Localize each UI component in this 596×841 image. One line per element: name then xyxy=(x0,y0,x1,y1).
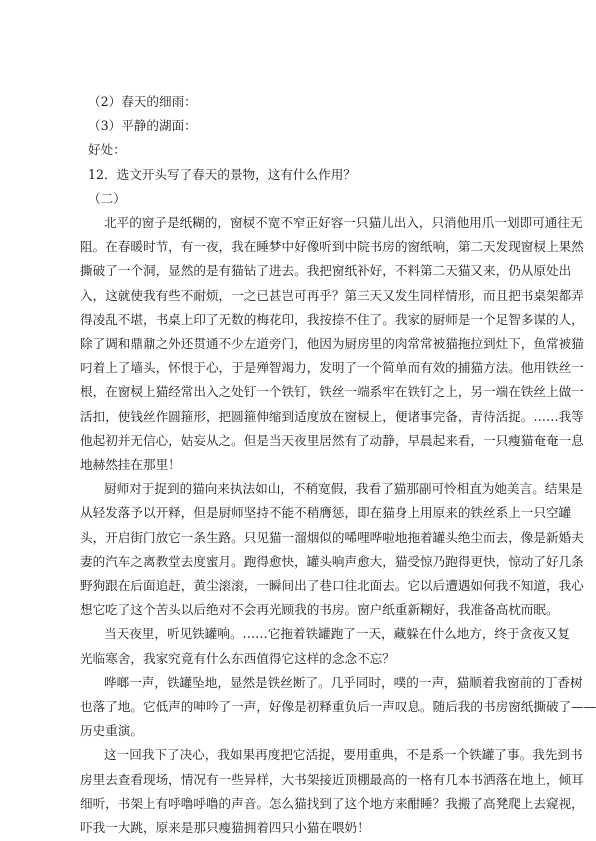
text-line: 也落了地。它低声的呻吟了一声，好像是初释重负后一声叹息。随后我的书房窗纸撕破了—— xyxy=(80,699,596,715)
text-line: 他起初并无信心，姑妄从之。但是当天夜里居然有了动静，早晨起来看，一只瘦猫奄奄一息 xyxy=(80,432,584,448)
text-line: 叼着上了墙头，怀恨于心，于是殚智竭力，发明了一个简单而有效的捕猫方法。他用铁丝一 xyxy=(80,360,584,376)
text-line: 除了调和鼎鼐之外还贯通不少左道旁门，他因为厨房里的肉常常被猫拖拉到灶下，鱼常被猫 xyxy=(80,336,584,352)
text-line: 这一回我下了决心，我如果再度把它活捉，要用重典，不是系一个铁罐了事。我先到书 xyxy=(104,747,583,763)
text-line: 得凌乱不堪，书桌上印了无数的梅花印，我按捺不住了。我家的厨师是一个足智多谋的人， xyxy=(80,311,584,327)
text-line: 吓我一大跳，原来是那只瘦猫拥着四只小猫在喂奶！ xyxy=(80,820,370,836)
text-line: 细听，书架上有呼噜呼噜的声音。怎么猫找到了这个地方来酣睡？我搬了高凳爬上去窥视， xyxy=(80,795,584,811)
text-line: 光临寒舍，我家究竟有什么东西值得它这样的念念不忘？ xyxy=(80,650,395,666)
text-line: 哗啷一声，铁罐坠地，显然是铁丝断了。几乎同时，噗的一声，猫顺着我窗前的丁香树 xyxy=(104,674,583,690)
text-line: 12．选文开头写了春天的景物，这有什么作用？ xyxy=(88,166,356,182)
text-line: 入，这就使我有些不耐烦，一之已甚岂可再乎？第三天又发生同样情形，而且把书桌架都弄 xyxy=(80,287,584,303)
text-line: 根，在窗棂上猫经常出入之处钉一个铁钉，铁丝一端系牢在铁钉之上，另一端在铁丝上做一 xyxy=(80,384,584,400)
text-line: 厨师对于捉到的猫向来执法如山，不稍宽假，我看了猫那副可怜相直为她美言。结果是 xyxy=(104,481,583,497)
text-line: 撕破了一个洞，显然的是有猫钻了进去。我把窗纸补好，不料第二天猫又来，仍从原处出 xyxy=(80,263,572,279)
text-line: 地赫然挂在那里！ xyxy=(80,457,181,473)
text-line: （二） xyxy=(88,190,126,206)
text-line: 当天夜里，听见铁罐响。……它拖着铁罐跑了一天，藏躲在什么地方，终于贪夜又复 xyxy=(104,626,570,642)
text-line: 阻。在春暖时节，有一夜，我在睡梦中好像听到中院书房的窗纸响，第二天发现窗棂上果然 xyxy=(80,239,584,255)
text-line: 从轻发落予以开释，但是厨师坚持不能不稍膺惩，即在猫身上用原来的铁丝系上一只空罐 xyxy=(80,505,572,521)
text-line: 妻的汽车之离教堂去度蜜月。跑得愈快，罐头响声愈大，猫受惊乃跑得更快，惊动了好几条 xyxy=(80,553,584,569)
text-line: 头，开启街门放它一条生路。只见猫一溜烟似的唏哩哗啦地拖着罐头绝尘而去，像是新婚夫 xyxy=(80,529,584,545)
text-line: 房里去查看现场，情况有一些异样，大书架接近顶棚最高的一格有几本书洒落在地上，倾耳 xyxy=(80,771,584,787)
text-line: 北平的窗子是纸糊的，窗棂不宽不窄正好容一只猫儿出入，只消他用爪一划即可通往无 xyxy=(104,215,583,231)
text-line: （2）春天的细雨： xyxy=(88,94,197,109)
text-line: 活扣，使钱丝作圆箍形，把圆箍伸缩到适度放在窗棂上，便诸事完备，青待活捉。……我等 xyxy=(80,408,584,424)
text-line: （3）平静的湖面： xyxy=(88,118,197,134)
text-line: 历史重演。 xyxy=(80,723,143,739)
text-line: 想它吃了这个苦头以后绝对不会再光顾我的书房。窗户纸重新糊好，我准备高枕而眠。 xyxy=(80,602,559,618)
text-line: 野狗跟在后面追赶，黄尘滚滚，一瞬间出了巷口往北面去。它以后遭遇如何我不知道，我心 xyxy=(80,578,584,594)
text-line: 好处： xyxy=(88,142,126,158)
